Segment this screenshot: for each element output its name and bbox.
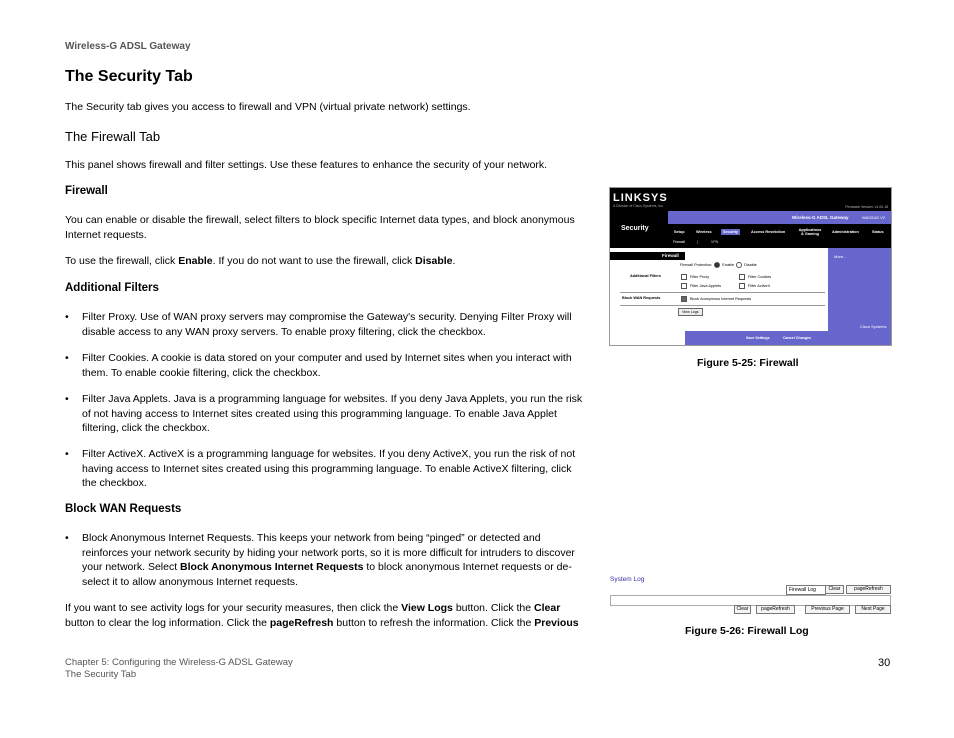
firewall-screenshot: [609, 187, 892, 346]
section-title: Security: [621, 225, 649, 232]
pagerefresh-button-top[interactable]: pageRefresh: [846, 585, 891, 594]
clear-button-top[interactable]: Clear: [825, 585, 844, 594]
bullet-text: Filter Proxy. Use of WAN proxy servers may compromise the Gateway's security. Denying Filter Proxy will disable access to any WAN proxy servers. To enable proxy filtering, click the checkbox.: [82, 311, 572, 338]
bullet-text: [82, 531, 587, 589]
cisco-logo: Cisco Systems: [860, 324, 887, 329]
block-wan-label: Block WAN Requests: [622, 296, 661, 300]
next-page-button[interactable]: Next Page: [855, 605, 891, 614]
logs-paragraph: [65, 601, 587, 630]
filter-proxy-option[interactable]: [681, 274, 709, 280]
text-span: If you want to see activity logs for your security measures, then click the: [65, 602, 402, 614]
firmware-version: Firmware Version: v1.00.18: [845, 205, 888, 209]
additional-filters-label: Additional Filters: [630, 274, 662, 278]
filter-cookies-label: Filter Cookies: [748, 275, 772, 279]
view-logs-button[interactable]: View Logs: [678, 308, 703, 316]
previous-page-button[interactable]: Previous Page: [805, 605, 850, 614]
filter-cookies-checkbox[interactable]: [739, 274, 745, 280]
gateway-name: Wireless-G ADSL Gateway: [792, 215, 849, 220]
bold-enable: Enable: [178, 255, 213, 267]
divider: [620, 305, 825, 306]
bullet-text: Filter Cookies. A cookie is data stored on your computer and used by Internet sites when you interact with them. To enable cookie filtering, click the checkbox.: [82, 352, 572, 379]
tab-access-restriction[interactable]: Access Restriction: [751, 230, 786, 234]
figure-caption-2: Figure 5-26: Firewall Log: [685, 625, 809, 637]
block-wan-heading: Block WAN Requests: [65, 503, 182, 515]
linksys-logo: LINKSYS: [613, 192, 668, 204]
figure-caption-1: Figure 5-25: Firewall: [697, 357, 799, 369]
bullet-text: Filter Java Applets. Java is a programming language for websites. If you deny Java Applets, you run the risk of not having access to Internet sites created using this programming language. To enable Java Applet filtering, click the checkbox.: [82, 393, 583, 434]
subtab-firewall[interactable]: Firewall: [673, 240, 686, 244]
firewall-tab-heading: The Firewall Tab: [65, 129, 161, 144]
text-span: . If you do not want to use the firewall, click: [212, 255, 416, 267]
filter-java-label: Filter Java Applets: [690, 284, 722, 288]
save-settings-button[interactable]: Save Settings: [746, 336, 770, 340]
filter-activex-checkbox[interactable]: [739, 283, 745, 289]
filter-java-checkbox[interactable]: [681, 283, 687, 289]
pagerefresh-button-bottom[interactable]: pageRefresh: [756, 605, 795, 614]
firewall-protection-row: [680, 262, 757, 268]
cancel-changes-button[interactable]: Cancel Changes: [783, 336, 811, 340]
bold-clear: Clear: [534, 602, 561, 614]
block-anon-checkbox[interactable]: [681, 296, 687, 302]
model-number: WAG54G V2: [862, 215, 885, 220]
subtab-separator: |: [697, 240, 698, 244]
text-span: Block Anonymous Internet Requests. This keeps your network from being “pinged” or detected and reinforces your network security by hiding your network ports, so it is more difficult for intruders to discover your network. Select: [82, 532, 575, 573]
subtab-vpn[interactable]: VPN: [711, 240, 719, 244]
help-column: [828, 248, 891, 345]
text-span: To use the firewall, click: [65, 255, 179, 267]
text-span: button to clear the log information. Click the: [65, 616, 270, 629]
firewall-para1: You can enable or disable the firewall, select filters to block specific Internet data types, and block anonymous Internet requests.: [65, 214, 575, 241]
clear-button-bottom[interactable]: Clear: [734, 605, 751, 614]
additional-filters-heading: Additional Filters: [65, 282, 159, 294]
bold-view-logs: View Logs: [401, 602, 453, 614]
intro-text: The Security tab gives you access to firewall and VPN (virtual private network) settings.: [65, 101, 471, 113]
bullet-text: Filter ActiveX. ActiveX is a programming language for websites. If you deny ActiveX, you run the risk of not having access to Internet sites created using this programming language. To enable ActiveX filtering, click the checkbox.: [82, 448, 576, 489]
bullet-dot: •: [65, 311, 69, 323]
page-number: 30: [878, 657, 891, 669]
bold-block-anon: Block Anonymous Internet Requests: [180, 561, 364, 573]
footer-chapter: Chapter 5: Configuring the Wireless-G ADSL Gateway: [65, 657, 293, 668]
firewall-tab-description: This panel shows firewall and filter settings. Use these features to enhance the security of your network.: [65, 159, 548, 171]
bold-pagerefresh: pageRefresh: [269, 616, 334, 629]
tab-setup[interactable]: Setup: [674, 230, 685, 234]
firewall-heading: Firewall: [65, 185, 108, 197]
firewall-protection-label: Firewall Protection:: [680, 263, 713, 267]
logo-subtitle: A Division of Cisco Systems, Inc.: [613, 204, 664, 208]
filter-activex-label: Filter ActiveX: [748, 284, 771, 288]
filter-activex-option[interactable]: [739, 283, 770, 289]
filter-proxy-checkbox[interactable]: [681, 274, 687, 280]
tab-security[interactable]: Security: [723, 230, 738, 234]
filter-cookies-option[interactable]: [739, 274, 771, 280]
filter-java-option[interactable]: [681, 283, 721, 289]
block-anon-option[interactable]: [681, 296, 751, 302]
tab-administration[interactable]: Administration: [832, 230, 859, 234]
disable-radio[interactable]: [736, 262, 742, 268]
tab-status[interactable]: Status: [872, 230, 884, 234]
log-type-select[interactable]: Firewall Log: [786, 585, 826, 595]
text-span: .: [452, 255, 456, 267]
firewall-para2: [65, 254, 585, 269]
text-span: button. Click the: [452, 602, 535, 614]
bold-disable: Disable: [415, 255, 453, 267]
tab-wireless[interactable]: Wireless: [696, 230, 712, 234]
bold-previous: Previous: [534, 616, 579, 629]
tab-applications-gaming[interactable]: Applications & Gaming: [798, 228, 822, 236]
footer-section: The Security Tab: [65, 669, 137, 680]
divider: [620, 292, 825, 293]
side-heading: Firewall: [662, 253, 679, 258]
enable-label: Enable: [722, 263, 735, 267]
enable-radio[interactable]: [714, 262, 720, 268]
bullet-dot: •: [65, 448, 69, 460]
gateway-bar: [668, 211, 891, 224]
disable-label: Disable: [744, 263, 757, 267]
filter-proxy-label: Filter Proxy: [690, 275, 710, 279]
running-header: Wireless-G ADSL Gateway: [65, 41, 191, 52]
system-log-title: System Log: [610, 576, 645, 583]
block-anon-label: Block Anonymous Internet Requests: [690, 297, 752, 301]
bullet-dot: •: [65, 352, 69, 364]
text-span: button to refresh the information. Click the: [333, 616, 535, 629]
text-span: to block anonymous Internet requests or de-select it to allow anonymous Internet requests.: [82, 561, 572, 588]
page-title: The Security Tab: [65, 68, 193, 85]
more-link[interactable]: More...: [834, 254, 847, 259]
bullet-dot: •: [65, 393, 69, 405]
bullet-dot: •: [65, 532, 69, 544]
